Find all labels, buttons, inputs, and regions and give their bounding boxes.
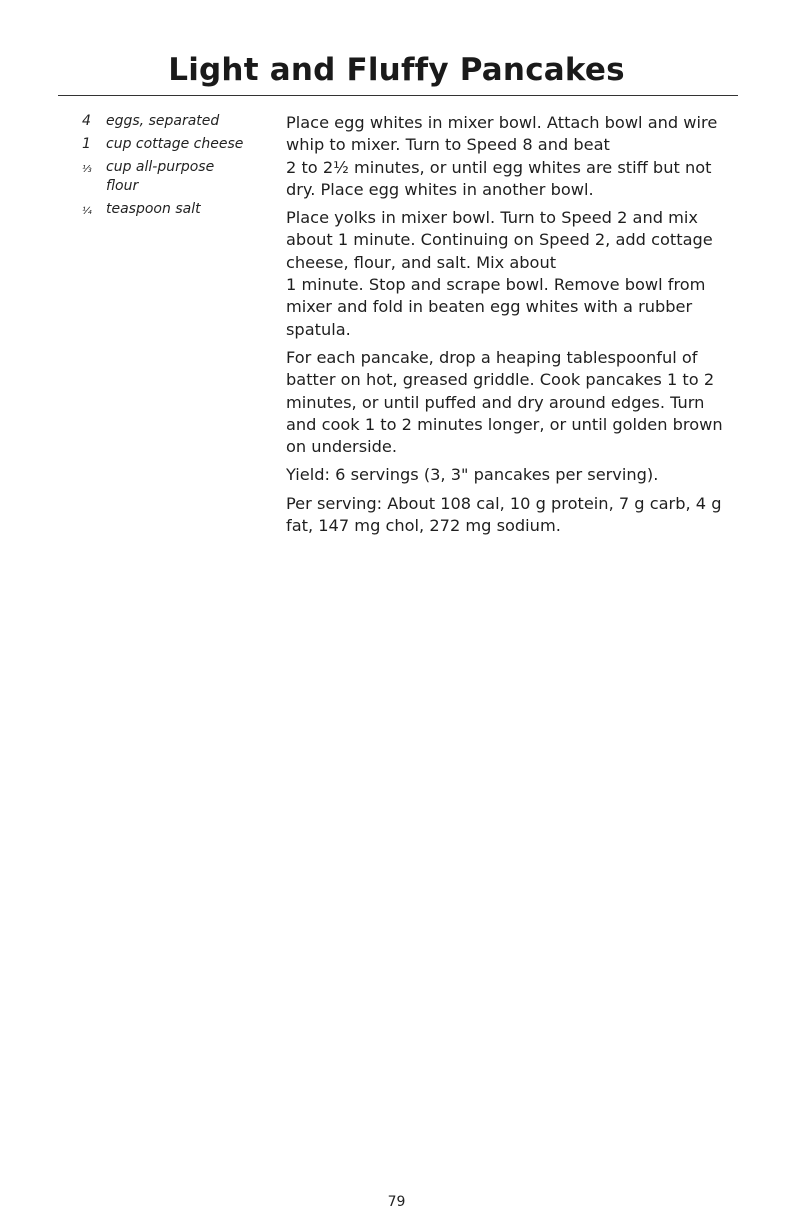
ingredient-quantity: 4: [82, 113, 91, 129]
ingredient-name: eggs, separated: [106, 113, 220, 129]
ingredient-item: [82, 112, 272, 131]
recipe-directions: [286, 112, 736, 543]
ingredient-quantity: 1: [82, 136, 91, 152]
page-number: 79: [387, 1194, 406, 1210]
ingredient-item: [82, 135, 272, 154]
ingredient-list: [82, 112, 272, 225]
ingredient-quantity: ⅓: [82, 164, 92, 175]
ingredient-quantity: ¼: [82, 206, 92, 217]
direction-paragraph: Place yolks in mixer bowl. Turn to Speed 2 and mix about 1 minute. Continuing on Speed 2, add cottage cheese, flour, and salt. Mix about 1 minute. Stop and scrape bowl. Remove bowl from mixer and fold in beaten egg whites with a rubber spatula.: [286, 208, 713, 339]
recipe-title: Light and Fluffy Pancakes: [168, 52, 625, 88]
direction-paragraph: Place egg whites in mixer bowl. Attach bowl and wire whip to mixer. Turn to Speed 8 and beat 2 to 2½ minutes, or until egg whites are stiff but not dry. Place egg whites in another bowl.: [286, 113, 718, 199]
nutrition-text: Per serving: About 108 cal, 10 g protein, 7 g carb, 4 g fat, 147 mg chol, 272 mg sodium.: [286, 493, 722, 536]
title-divider: [58, 95, 738, 96]
ingredient-item: [82, 158, 272, 196]
ingredient-name: teaspoon salt: [106, 201, 201, 217]
yield-text: Yield: 6 servings (3, 3" pancakes per serving).: [286, 465, 659, 485]
ingredient-name: cup all-purpose flour: [106, 159, 215, 194]
ingredient-name: cup cottage cheese: [106, 136, 244, 152]
direction-paragraph: For each pancake, drop a heaping tablespoonful of batter on hot, greased griddle. Cook pancakes 1 to 2 minutes, or until puffed and dry around edges. Turn and cook 1 to 2 minutes longer, or until golden brown on underside.: [286, 347, 723, 457]
ingredient-item: [82, 200, 272, 221]
